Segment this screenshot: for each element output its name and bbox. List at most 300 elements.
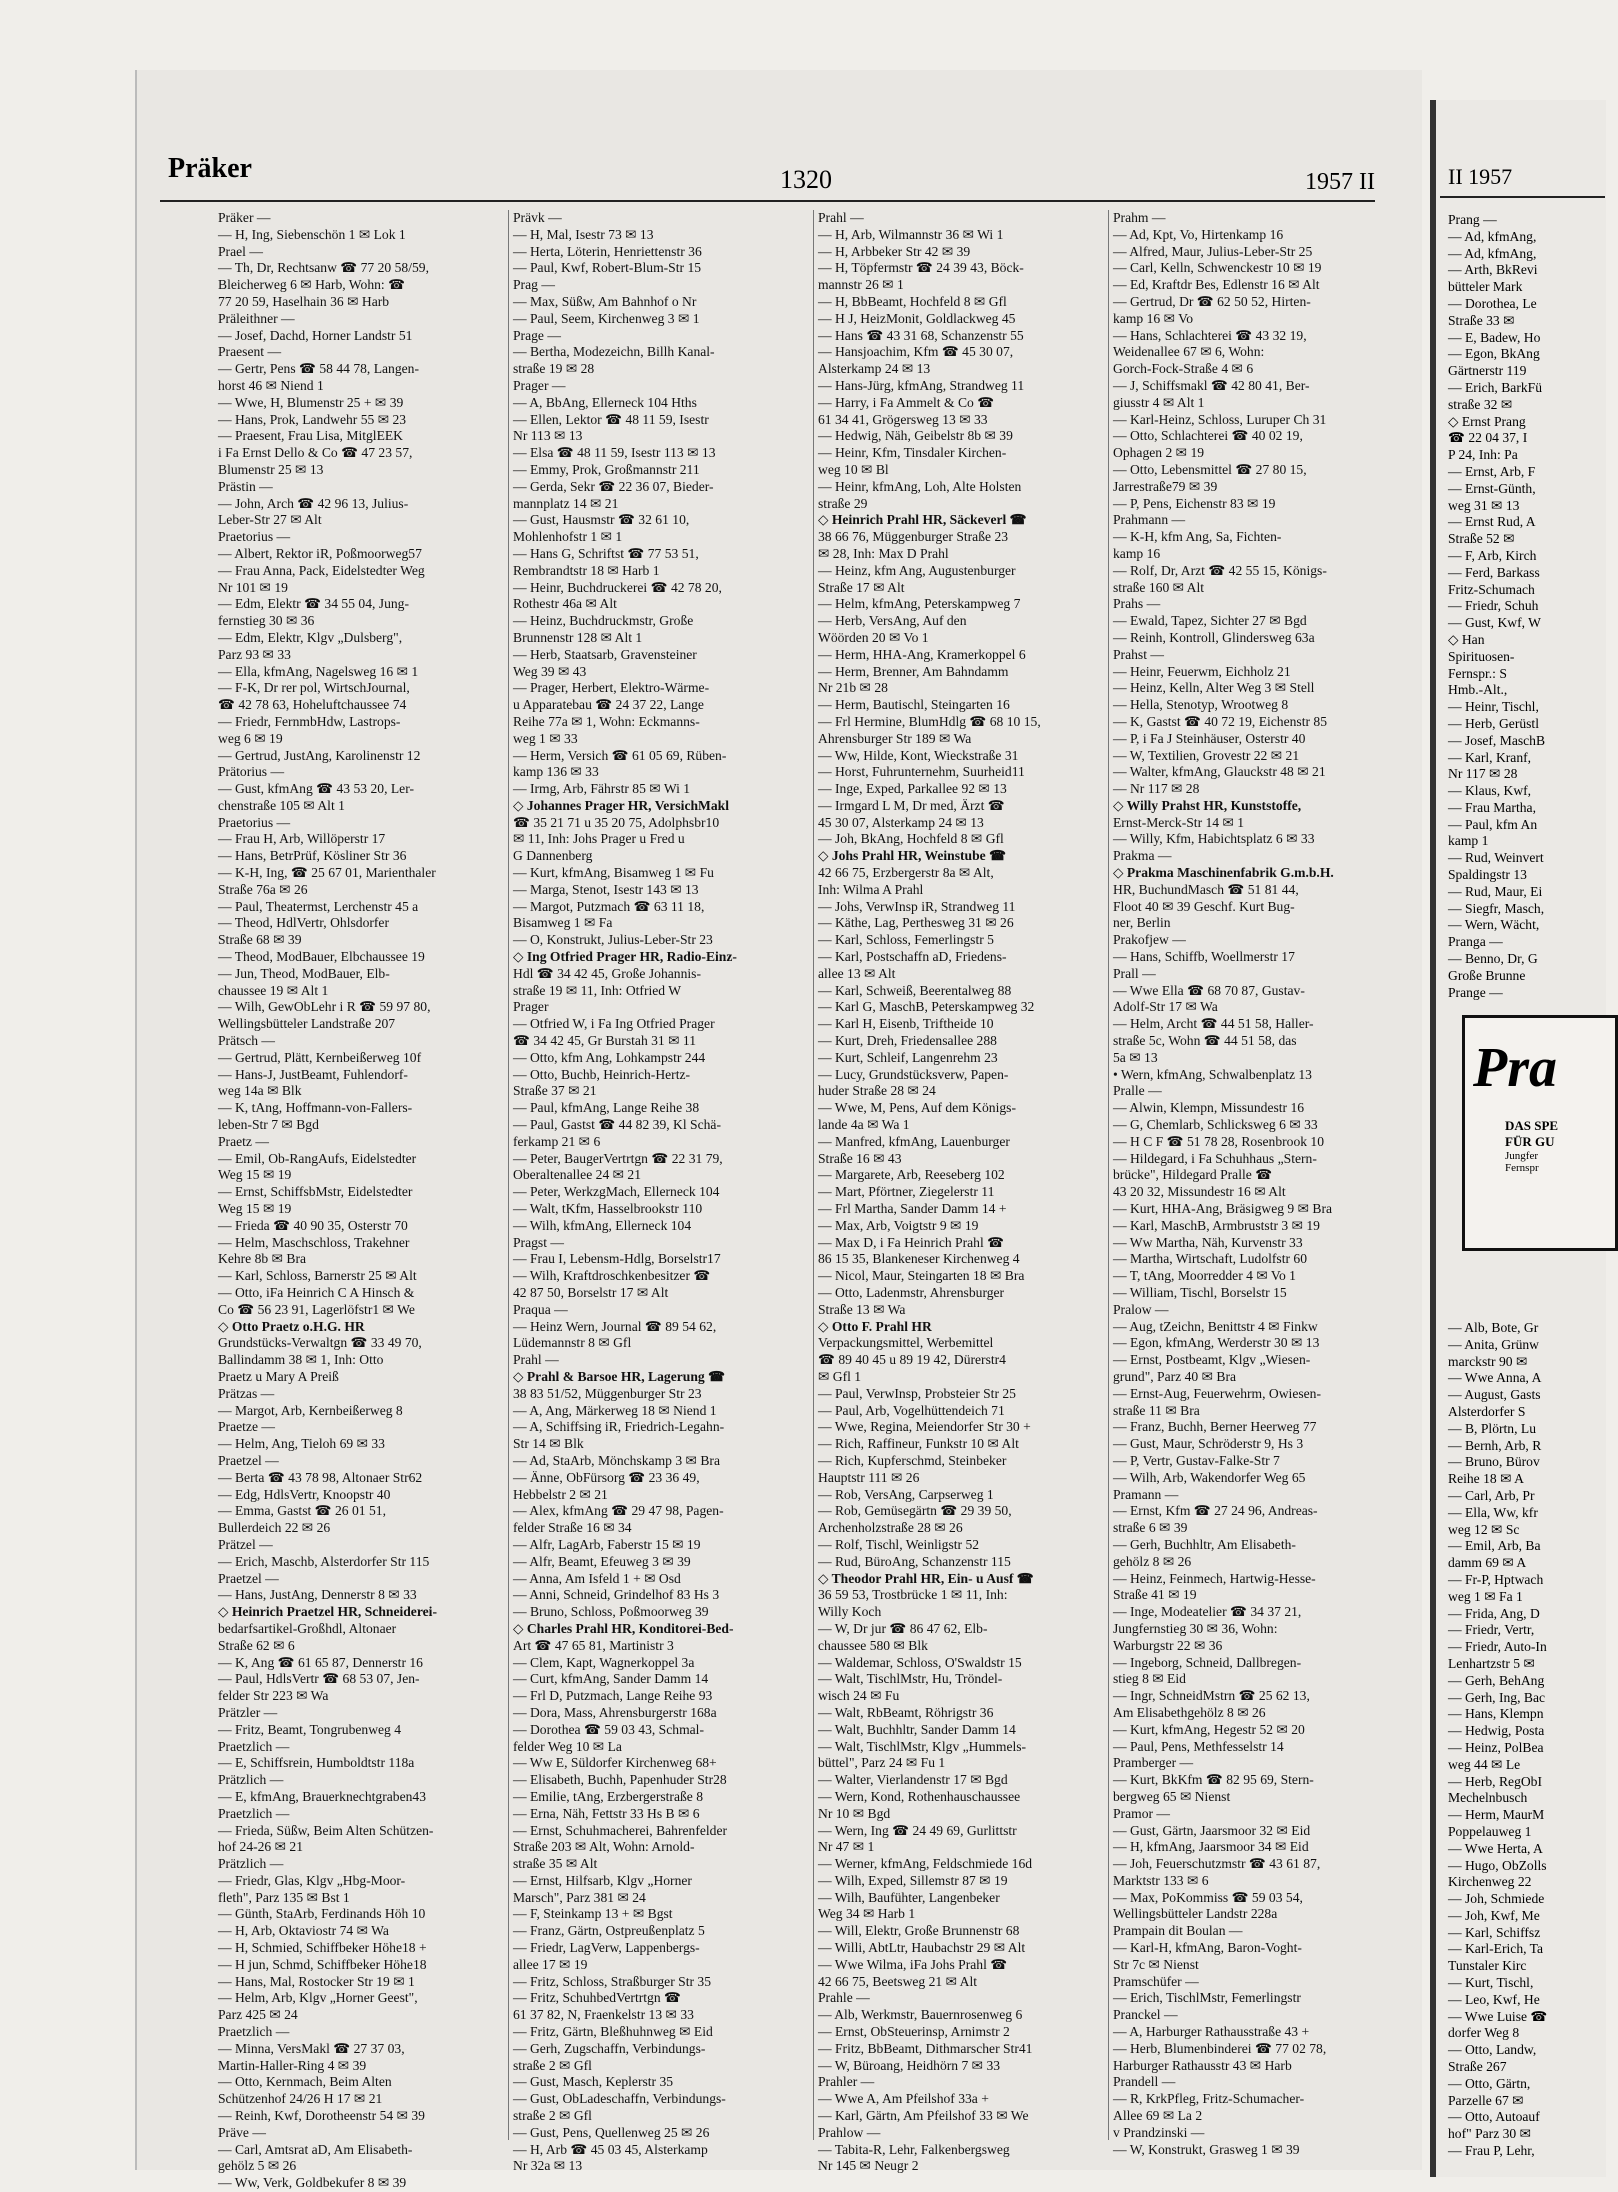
directory-entry-line: — Fritz, SchuhbedVertrtgn ☎ [513, 1990, 681, 2006]
directory-entry-line: G Dannenberg [513, 848, 593, 864]
directory-entry-line: Prahlow — [818, 2124, 881, 2140]
directory-entry-line: — Anna, Am Isfeld 1 + ✉ Osd [513, 1570, 681, 1586]
directory-entry-line: Nr 145 ✉ Neugr 2 [818, 2158, 919, 2174]
directory-entry-line: Prage — [513, 327, 561, 343]
directory-entry-line: v Prandzinski — [1113, 2124, 1205, 2140]
directory-entry-line: — Rich, Kupferschmd, Steinbeker [818, 1452, 1007, 1468]
directory-entry-line: Praetzel — [218, 1570, 279, 1586]
directory-entry-line: — Hansjoachim, Kfm ☎ 45 30 07, [818, 344, 1014, 360]
directory-entry-line: Alsterkamp 24 ✉ 13 [818, 361, 931, 377]
directory-entry-line: — Hedwig, Näh, Geibelstr 8b ✉ 39 [818, 428, 1013, 444]
directory-entry-line: 43 20 32, Missundestr 16 ✉ Alt [1113, 1184, 1286, 1200]
directory-entry-line: — Heinz, Buchdruckmstr, Große [513, 613, 694, 629]
directory-entry-line: Nr 10 ✉ Bgd [818, 1805, 891, 1821]
directory-entry-line: — William, Tischl, Borselstr 15 [1113, 1285, 1287, 1300]
directory-entry-line: — Änne, ObFürsorg ☎ 23 36 49, [513, 1469, 700, 1485]
directory-entry-line: — Fr-P, Hptwach [1448, 1571, 1544, 1587]
directory-entry-line: Weg 39 ✉ 43 [513, 663, 587, 679]
column-divider [1108, 210, 1109, 2140]
directory-entry-line: — Frau H, Arb, Willöperstr 17 [218, 831, 386, 847]
directory-entry-line: horst 46 ✉ Niend 1 [218, 377, 324, 393]
directory-entry-line: Prakofjew — [1113, 932, 1186, 948]
directory-entry-line: — Ernst Rud, A [1448, 514, 1536, 530]
directory-entry-line: Fernspr.: S [1448, 665, 1507, 681]
directory-entry-line: — Max D, i Fa Heinrich Prahl ☎ [818, 1234, 1005, 1250]
directory-entry-line: — Hans, Klempn [1448, 1706, 1544, 1722]
directory-entry-line: — Herm, Bautischl, Steingarten 16 [818, 697, 1010, 713]
directory-entry-line: — Ernst, ObSteuerinsp, Arnimstr 2 [818, 2024, 1010, 2040]
directory-entry-line: Weg 15 ✉ 19 [218, 1167, 292, 1183]
directory-entry-line: — Wwe Anna, A [1448, 1370, 1542, 1386]
directory-entry-line: Prahs — [1113, 596, 1161, 612]
directory-entry-line: — Kurt, kfmAng, Hegestr 52 ✉ 20 [1113, 1721, 1305, 1737]
directory-entry-line: Prahler — [818, 2074, 875, 2090]
directory-entry-line: — Friedr, Vertr, [1448, 1622, 1535, 1638]
directory-entry-line: dorfer Weg 8 [1448, 2025, 1520, 2041]
directory-entry-line: — Paul, kfm An [1448, 816, 1538, 832]
directory-entry-line: — Frida, Ang, D [1448, 1605, 1540, 1621]
directory-entry-line: — Carl, Amtsrat aD, Am Elisabeth- [218, 2141, 413, 2157]
directory-entry-line: — Helm, Archt ☎ 44 51 58, Haller- [1113, 1016, 1314, 1032]
directory-entry-line: — H jun, Schmd, Schiffbeker Höhe18 [218, 1956, 427, 1972]
directory-entry-line: — Karl H, Eisenb, Triftheide 10 [818, 1016, 994, 1032]
directory-entry-line: — H, Arb, Oktaviostr 74 ✉ Wa [218, 1923, 389, 1939]
directory-entry-line: Brunnenstr 128 ✉ Alt 1 [513, 629, 643, 645]
directory-entry-line: Präve — [218, 2124, 266, 2140]
next-page-header: II 1957 [1448, 164, 1513, 189]
directory-entry-line: — Th, Dr, Rechtsanw ☎ 77 20 58/59, [218, 260, 429, 276]
directory-entry-line: — Ingr, SchneidMstrn ☎ 25 62 13, [1113, 1688, 1310, 1704]
directory-entry-line: — Otto, Landw, [1448, 2042, 1537, 2058]
directory-entry-line: — Karl, Schiffsz [1448, 1924, 1541, 1940]
directory-entry-line: — Wwe, H, Blumenstr 25 + ✉ 39 [218, 394, 404, 410]
directory-entry-line: — Ernst, Hilfsarb, Klgv „Horner [513, 1872, 692, 1888]
directory-entry-line: — Franz, Buchh, Berner Heerweg 77 [1113, 1419, 1317, 1435]
directory-entry-line: — Paul, Theatermst, Lerchenstr 45 a [218, 898, 419, 914]
directory-entry-line: felder Weg 10 ✉ La [513, 1738, 622, 1754]
directory-entry-line: Straße 267 [1448, 2059, 1507, 2075]
directory-entry-line: ✉ 11, Inh: Johs Prager u Fred u [513, 831, 685, 847]
directory-entry-line: Marsch", Parz 381 ✉ 24 [513, 1889, 646, 1905]
directory-entry-line: Tunstaler Kirc [1448, 1958, 1527, 1974]
directory-entry-line: Prang — [1448, 212, 1497, 227]
directory-entry-line: Spirituosen- [1448, 648, 1515, 664]
directory-entry-line: — Tabita-R, Lehr, Falkenbergsweg [818, 2141, 1010, 2157]
directory-entry-line: — August, Gasts [1448, 1387, 1541, 1403]
directory-entry-line: stieg 8 ✉ Eid [1113, 1671, 1186, 1687]
directory-entry-line: Pranckel — [1113, 2007, 1178, 2023]
directory-entry-line: — Ferd, Barkass [1448, 564, 1540, 580]
directory-entry-line: — Bruno, Bürov [1448, 1454, 1540, 1470]
directory-entry-line: ☎ 22 04 37, I [1448, 430, 1528, 446]
directory-entry-line: Parzelle 67 ✉ [1448, 2092, 1524, 2108]
directory-entry-line: — Fritz, BbBeamt, Dithmarscher Str41 [818, 2040, 1033, 2056]
directory-entry-line: Straße 203 ✉ Alt, Wohn: Arnold- [513, 1839, 695, 1855]
directory-entry-line: ferkamp 21 ✉ 6 [513, 1133, 601, 1149]
directory-entry-line: ner, Berlin [1113, 915, 1171, 931]
directory-entry-line: — Heinz, PolBea [1448, 1739, 1544, 1755]
directory-entry-line: straße 32 ✉ [1448, 396, 1513, 412]
directory-entry-line: 36 59 53, Trostbrücke 1 ✉ 11, Inh: [818, 1587, 1008, 1603]
directory-entry-line: Am Elisabethgehölz 8 ✉ 26 [1113, 1704, 1266, 1720]
directory-entry-line: Prätzas — [218, 1385, 275, 1401]
page-title: Präker [168, 153, 252, 184]
directory-entry-line: bergweg 65 ✉ Nienst [1113, 1788, 1231, 1804]
next-page-column [1448, 212, 1608, 1001]
directory-entry-line: — T, tAng, Moorredder 4 ✉ Vo 1 [1113, 1268, 1296, 1284]
directory-entry-line: — Martha, Wirtschaft, Ludolfstr 60 [1113, 1251, 1308, 1267]
directory-entry-line: 45 30 07, Alsterkamp 24 ✉ 13 [818, 814, 984, 830]
directory-entry-line: Prampain dit Boulan — [1113, 1923, 1243, 1939]
directory-entry-line: fernstieg 30 ✉ 36 [218, 613, 315, 629]
directory-entry-line: weg 14a ✉ Blk [218, 1083, 302, 1099]
directory-entry-line: — Wwe, Regina, Meiendorfer Str 30 + [818, 1419, 1031, 1435]
directory-entry-line: leben-Str 7 ✉ Bgd [218, 1117, 319, 1133]
directory-entry-line: Hmb.-Alt., [1448, 682, 1508, 698]
directory-entry-line: — Margot, Arb, Kernbeißerweg 8 [218, 1402, 403, 1418]
directory-entry-line: — Gerh, BehAng [1448, 1672, 1545, 1688]
directory-entry-line: Prahst — [1113, 646, 1164, 662]
directory-entry-line: wisch 24 ✉ Fu [818, 1688, 900, 1704]
directory-entry-line: — Horst, Fuhrunternehm, Suurheid11 [818, 764, 1025, 780]
directory-entry-line: mannplatz 14 ✉ 21 [513, 495, 619, 511]
directory-entry-line: Spaldingstr 13 [1448, 867, 1527, 883]
directory-entry-line: — Max, Arb, Voigtstr 9 ✉ 19 [818, 1217, 979, 1233]
directory-entry-line: Praetorius — [218, 814, 291, 830]
directory-entry-line: — Käthe, Lag, Perthesweg 31 ✉ 26 [818, 915, 1014, 931]
directory-entry-line: Rothestr 46a ✉ Alt [513, 596, 617, 612]
directory-entry-line: — Ww Martha, Näh, Kurvenstr 33 [1113, 1234, 1303, 1250]
directory-entry-line: — Hans, Mal, Rostocker Str 19 ✉ 1 [218, 1973, 415, 1989]
directory-entry-line: weg 12 ✉ Sc [1448, 1521, 1520, 1537]
directory-entry-line: Reihe 18 ✉ A [1448, 1471, 1524, 1487]
directory-entry-line: weg 1 ✉ Fa 1 [1448, 1588, 1523, 1604]
header-rule [160, 200, 1375, 202]
directory-entry-line: — Joh, Schmiede [1448, 1891, 1545, 1907]
directory-entry-line: — Egon, BkAng [1448, 346, 1540, 362]
directory-entry-line: — Hans, JustAng, Dennerstr 8 ✉ 33 [218, 1587, 417, 1603]
page-number: 1320 [780, 165, 832, 194]
directory-entry-line: — Karl G, MaschB, Peterskampweg 32 [818, 999, 1035, 1015]
directory-entry-line: Straße 13 ✉ Wa [818, 1301, 906, 1317]
directory-entry-line: Prahle — [818, 1990, 870, 2006]
directory-entry-line: Straße 62 ✉ 6 [218, 1637, 295, 1653]
directory-entry-line: — Kurt, Dreh, Friedensallee 288 [818, 1033, 997, 1049]
directory-entry-line: — Karl, Schloss, Barnerstr 25 ✉ Alt [218, 1268, 417, 1284]
directory-entry-line: — E, Badew, Ho [1448, 329, 1541, 345]
next-page-column [1448, 1320, 1608, 2160]
directory-entry-line: Pralle — [1113, 1083, 1162, 1099]
directory-entry-line: — Ed, Kraftdr Bes, Edlenstr 16 ✉ Alt [1113, 277, 1320, 293]
directory-entry-line: — Lucy, Grundstücksverw, Papen- [818, 1066, 1009, 1082]
directory-entry-line: — Ad, StaArb, Mönchskamp 3 ✉ Bra [513, 1452, 720, 1468]
directory-entry-line: — Paul, Pens, Methfesselstr 14 [1113, 1738, 1284, 1754]
directory-entry-line: — Gerh, Zugschaffn, Verbindungs- [513, 2040, 706, 2056]
directory-entry-line: Verpackungsmittel, Werbemittel [818, 1335, 994, 1351]
directory-entry-line: 61 37 82, N, Fraenkelstr 13 ✉ 33 [513, 2007, 694, 2023]
directory-entry-line: 77 20 59, Haselhain 36 ✉ Harb [218, 293, 390, 309]
directory-entry-line: — Wern, Kond, Rothenhauschaussee [818, 1788, 1021, 1804]
directory-entry-line: — Rob, Gemüsegärtn ☎ 29 39 50, [818, 1503, 1012, 1519]
directory-entry-line: Pramberger — [1113, 1755, 1194, 1771]
directory-entry-line: — Joh, Feuerschutzmstr ☎ 43 61 87, [1113, 1856, 1321, 1872]
column-1 [218, 210, 488, 2191]
directory-entry-line: Alsterdorfer S [1448, 1403, 1526, 1419]
directory-entry-line: huder Straße 28 ✉ 24 [818, 1083, 936, 1099]
ad-text: FÜR GU [1505, 1134, 1555, 1149]
directory-entry-line: — Frl Martha, Sander Damm 14 + [818, 1201, 1007, 1217]
directory-entry-line: Jarrestraße79 ✉ 39 [1113, 478, 1218, 494]
directory-entry-line: — H, Schmied, Schiffbeker Höhe18 + [218, 1940, 427, 1956]
directory-entry-line: Kirchenweg 22 [1448, 1874, 1532, 1890]
directory-entry-line: Straße 76a ✉ 26 [218, 881, 308, 897]
directory-entry-line: Pramor — [1113, 1805, 1171, 1821]
directory-entry-line: — E, kfmAng, Brauerknechtgraben43 [218, 1788, 426, 1804]
directory-entry-line: — Max, Süßw, Am Bahnhof o Nr [513, 293, 697, 309]
directory-entry-line: Prätsch — [218, 1033, 276, 1049]
directory-entry-line: Archenholzstraße 28 ✉ 26 [818, 1520, 963, 1536]
directory-entry-line: — Inge, Exped, Parkallee 92 ✉ 13 [818, 781, 1007, 797]
directory-entry-line: — Wilh, Kraftdroschkenbesitzer ☎ [513, 1268, 711, 1284]
directory-entry-line: Praetz — [218, 1133, 269, 1149]
directory-entry-line: — Gertrud, Dr ☎ 62 50 52, Hirten- [1113, 293, 1311, 309]
directory-entry-line: — Emmy, Prok, Großmannstr 211 [513, 461, 700, 477]
directory-entry-line: — Frl Hermine, BlumHdlg ☎ 68 10 15, [818, 713, 1041, 729]
directory-entry-line: — Wilh, GewObLehr i R ☎ 59 97 80, [218, 999, 431, 1015]
directory-entry-line: gehölz 8 ✉ 26 [1113, 1553, 1192, 1569]
directory-entry-line: — Karl, MaschB, Armbruststr 3 ✉ 19 [1113, 1217, 1320, 1233]
directory-entry-line: chaussee 19 ✉ Alt 1 [218, 982, 329, 998]
directory-entry-line: — W, Dr jur ☎ 86 47 62, Elb- [818, 1620, 988, 1636]
directory-entry-line: Nr 32a ✉ 13 [513, 2158, 583, 2174]
directory-entry-line: Prävk — [513, 210, 562, 225]
directory-entry-line: — P, i Fa J Steinhäuser, Osterstr 40 [1113, 730, 1306, 746]
directory-entry-line: — Ernst, Postbeamt, Klgv „Wiesen- [1113, 1352, 1311, 1368]
directory-entry-line: kamp 136 ✉ 33 [513, 764, 599, 780]
directory-entry-line: — Karl, Gärtn, Am Pfeilshof 33 ✉ We [818, 2108, 1029, 2124]
directory-entry-line: — Hans G, Schriftst ☎ 77 53 51, [513, 545, 699, 561]
directory-entry-line: Str 14 ✉ Blk [513, 1436, 584, 1452]
directory-entry-line: straße 19 ✉ 11, Inh: Otfried W [513, 982, 682, 998]
directory-entry-line: — Wilh, Baufühter, Langenbeker [818, 1889, 1000, 1905]
directory-entry-line: Straße 68 ✉ 39 [218, 932, 302, 948]
directory-entry-line: — Otto, Lebensmittel ☎ 27 80 15, [1113, 461, 1307, 477]
directory-entry-line: — Walter, Vierlandenstr 17 ✉ Bgd [818, 1772, 1008, 1788]
advertisement-box [1462, 1015, 1618, 1251]
ad-logo: Pra [1473, 1037, 1557, 1099]
directory-entry-line: Floot 40 ✉ 39 Geschf. Kurt Bug- [1113, 898, 1295, 914]
directory-entry-line: — Ad, kfmAng, [1448, 245, 1537, 261]
directory-entry-line: — Heinr, Kfm, Tinsdaler Kirchen- [818, 445, 1007, 461]
directory-entry-line: chaussee 580 ✉ Blk [818, 1637, 928, 1653]
directory-entry-line: Weg 15 ✉ 19 [218, 1201, 292, 1217]
directory-entry-line: — Bernh, Arb, R [1448, 1437, 1542, 1453]
directory-entry-line: — F, Arb, Kirch [1448, 547, 1537, 563]
directory-entry-line: ☎ 35 21 71 u 35 20 75, Adolphsbr10 [513, 814, 720, 830]
directory-entry-line: — Ww, Hilde, Kont, Wieckstraße 31 [818, 747, 1019, 763]
directory-entry-line: — H, Arb, Wilmannstr 36 ✉ Wi 1 [818, 226, 1004, 242]
directory-entry-line: — Theod, HdlVertr, Ohlsdorfer [218, 915, 389, 931]
directory-entry-line: — Hans, Schiffb, Woellmerstr 17 [1113, 949, 1295, 965]
directory-entry-line: ◇ Heinrich Prahl HR, Säckeverl ☎ [818, 512, 1027, 528]
directory-entry-line: — Erich, BarkFü [1448, 379, 1543, 395]
directory-entry-line: Gärtnerstr 119 [1448, 363, 1527, 379]
directory-entry-line: — Benno, Dr, G [1448, 951, 1538, 967]
directory-entry-line: — Friedr, FernmbHdw, Lastrops- [218, 713, 401, 729]
directory-entry-line: — Reinh, Kwf, Dorotheenstr 54 ✉ 39 [218, 2108, 425, 2124]
directory-entry-line: — Otto, Schlachterei ☎ 40 02 19, [1113, 428, 1303, 444]
directory-entry-line: Nr 101 ✉ 19 [218, 579, 288, 595]
ad-text: Jungfer [1505, 1150, 1538, 1162]
directory-entry-line: — Fritz, Schloss, Straßburger Str 35 [513, 1973, 711, 1989]
directory-entry-line: — Heinz, Kelln, Alter Weg 3 ✉ Stell [1113, 680, 1315, 696]
directory-entry-line: — F-K, Dr rer pol, WirtschJournal, [218, 680, 410, 696]
directory-entry-line: — Josef, MaschB [1448, 732, 1546, 748]
directory-entry-line: — Will, Elektr, Große Brunnenstr 68 [818, 1923, 1020, 1939]
directory-entry-line: Praetzlich — [218, 2024, 290, 2040]
directory-entry-line: Ophagen 2 ✉ 19 [1113, 445, 1205, 461]
directory-entry-line: — Ella, kfmAng, Nagelsweg 16 ✉ 1 [218, 663, 419, 679]
directory-entry-line: büttel", Parz 24 ✉ Fu 1 [818, 1755, 946, 1771]
directory-entry-line: Pramann — [1113, 1486, 1179, 1502]
directory-entry-line: — O, Konstrukt, Julius-Leber-Str 23 [513, 932, 713, 948]
directory-entry-line: — Marga, Stenot, Isestr 143 ✉ 13 [513, 881, 699, 897]
directory-entry-line: Weg 34 ✉ Harb 1 [818, 1906, 916, 1922]
directory-entry-line: u Apparatebau ☎ 24 37 22, Lange [513, 697, 704, 713]
directory-entry-line: Jungfernstieg 30 ✉ 36, Wohn: [1113, 1620, 1278, 1636]
directory-entry-line: — Karl-Erich, Ta [1448, 1941, 1544, 1957]
directory-entry-line: Mechelnbusch [1448, 1790, 1528, 1806]
directory-entry-line: — H, Töpfermstr ☎ 24 39 43, Böck- [818, 260, 1024, 276]
directory-entry-line: — Clem, Kapt, Wagnerkoppel 3a [513, 1654, 695, 1670]
directory-entry-line: — Ernst-Günth, [1448, 480, 1536, 496]
directory-entry-line: Prätzel — [218, 1536, 273, 1552]
directory-entry-line: — Heinr, Tischl, [1448, 699, 1539, 715]
directory-entry-line: 38 83 51/52, Müggenburger Str 23 [513, 1385, 702, 1401]
directory-entry-line: — Hans, BetrPrüf, Kösliner Str 36 [218, 848, 407, 864]
directory-entry-line: — Gerh, Ing, Bac [1448, 1689, 1546, 1705]
directory-entry-line: — Frau I, Lebensm-Hdlg, Borselstr17 [513, 1251, 721, 1267]
directory-entry-line: — Herb, VersAng, Auf den [818, 613, 967, 629]
directory-entry-line: — Werner, kfmAng, Feldschmiede 16d [818, 1856, 1033, 1872]
directory-entry-line: hof" Parz 30 ✉ [1448, 2126, 1532, 2142]
directory-entry-line: ☎ 34 42 45, Gr Burstah 31 ✉ 11 [513, 1033, 697, 1049]
directory-entry-line: Straße 41 ✉ 19 [1113, 1587, 1197, 1603]
directory-entry-line: — H J, HeizMonit, Goldlackweg 45 [818, 310, 1016, 326]
directory-entry-line: HR, BuchundMasch ☎ 51 81 44, [1113, 881, 1299, 897]
directory-entry-line: ☎ 42 78 63, Hoheluftchaussee 74 [218, 697, 407, 713]
directory-entry-line: Prange — [1448, 984, 1503, 1000]
directory-entry-line: — Alb, Bote, Gr [1448, 1320, 1539, 1335]
directory-entry-line: — Inge, Modeatelier ☎ 34 37 21, [1113, 1604, 1302, 1620]
directory-entry-line: — K, tAng, Hoffmann-von-Fallers- [218, 1100, 413, 1116]
directory-entry-line: — H, Arbbeker Str 42 ✉ 39 [818, 243, 971, 259]
directory-entry-line: Hebbelstr 2 ✉ 21 [513, 1486, 608, 1502]
directory-entry-line: — A, Ang, Märkerweg 18 ✉ Niend 1 [513, 1402, 717, 1418]
directory-entry-line: ◇ Heinrich Praetzel HR, Schneiderei- [218, 1604, 437, 1620]
directory-entry-line: weg 6 ✉ 19 [218, 730, 283, 746]
directory-entry-line: — Erich, Maschb, Alsterdorfer Str 115 [218, 1553, 430, 1569]
directory-entry-line: — Otto, Gärtn, [1448, 2075, 1531, 2091]
directory-entry-line: — Hans, Schlachterei ☎ 43 32 19, [1113, 327, 1307, 343]
directory-entry-line: 61 34 41, Grögersweg 13 ✉ 33 [818, 411, 988, 427]
directory-entry-line: straße 35 ✉ Alt [513, 1856, 598, 1872]
directory-entry-line: Pralow — [1113, 1301, 1169, 1317]
directory-entry-line: — H C F ☎ 51 78 28, Rosenbrook 10 [1113, 1133, 1325, 1149]
directory-entry-line: — Frau Martha, [1448, 799, 1536, 815]
directory-entry-line: — Rud, Maur, Ei [1448, 883, 1543, 899]
directory-entry-line: — Otto, Kernmach, Beim Alten [218, 2074, 392, 2090]
directory-entry-line: Leber-Str 27 ✉ Alt [218, 512, 322, 528]
directory-entry-line: Straße 17 ✉ Alt [818, 579, 905, 595]
directory-entry-line: — Anni, Schneid, Grindelhof 83 Hs 3 [513, 1587, 720, 1603]
directory-entry-line: Allee 69 ✉ La 2 [1113, 2108, 1203, 2124]
directory-entry-line: — Leo, Kwf, He [1448, 1991, 1540, 2007]
directory-entry-line: — Kurt, HHA-Ang, Bräsigweg 9 ✉ Bra [1113, 1201, 1333, 1217]
directory-entry-line: Prall — [1113, 965, 1156, 981]
directory-entry-line: — Otto, Buchb, Heinrich-Hertz- [513, 1066, 691, 1082]
directory-entry-line: Prätzler — [218, 1704, 278, 1720]
directory-entry-line: — Karl-Heinz, Schloss, Luruper Ch 31 [1113, 411, 1327, 427]
directory-entry-line: — Gertrud, JustAng, Karolinenstr 12 [218, 747, 421, 763]
directory-entry-line: — P, Pens, Eichenstr 83 ✉ 19 [1113, 495, 1276, 511]
directory-entry-line: — Hildegard, i Fa Schuhhaus „Stern- [1113, 1150, 1317, 1166]
directory-entry-line: Prätorius — [218, 764, 285, 780]
directory-entry-line: 42 66 75, Erzbergerstr 8a ✉ Alt, [818, 865, 994, 881]
directory-entry-line: — Gust, Pens, Quellenweg 25 ✉ 26 [513, 2124, 710, 2140]
column-divider [813, 210, 814, 2140]
directory-entry-line: — Walter, kfmAng, Glauckstr 48 ✉ 21 [1113, 764, 1326, 780]
directory-entry-line: hof 24-26 ✉ 21 [218, 1839, 304, 1855]
directory-entry-line: — Nicol, Maur, Steingarten 18 ✉ Bra [818, 1268, 1025, 1284]
directory-entry-line: — Ad, kfmAng, [1448, 228, 1537, 244]
directory-entry-line: Parz 93 ✉ 33 [218, 646, 291, 662]
directory-entry-line: Warburgstr 22 ✉ 36 [1113, 1637, 1223, 1653]
directory-entry-line: Lenhartzstr 5 ✉ [1448, 1655, 1535, 1671]
directory-entry-line: Prager [513, 999, 549, 1015]
directory-entry-line: — Gerh, Buchhltr, Am Elisabeth- [1113, 1536, 1296, 1552]
directory-entry-line: — Friedr, Glas, Klgv „Hbg-Moor- [218, 1872, 406, 1888]
directory-entry-line: — K, Ang ☎ 61 65 87, Dennerstr 16 [218, 1654, 423, 1670]
directory-entry-line: Wellingsbütteler Landstraße 207 [218, 1016, 396, 1032]
directory-entry-line: 42 66 75, Beetsweg 21 ✉ Alt [818, 1973, 978, 1989]
directory-entry-line: bedarfsartikel-Großhdl, Altonaer [218, 1620, 397, 1636]
directory-entry-line: — Heinz, Feinmech, Hartwig-Hesse- [1113, 1570, 1316, 1586]
directory-entry-line: allee 17 ✉ 19 [513, 1956, 588, 1972]
directory-entry-line: felder Str 223 ✉ Wa [218, 1688, 329, 1704]
directory-entry-line: — Emil, Arb, Ba [1448, 1538, 1541, 1554]
directory-entry-line: — Dorothea, Le [1448, 295, 1537, 311]
directory-entry-line: — Hans, Prok, Landwehr 55 ✉ 23 [218, 411, 407, 427]
directory-entry-line: Prag — [513, 277, 555, 293]
directory-entry-line: Mohlenhofstr 1 ✉ 1 [513, 529, 623, 545]
directory-entry-line: kamp 16 [1113, 545, 1161, 561]
directory-entry-line: — G, Chemlarb, Schlicksweg 6 ✉ 33 [1113, 1117, 1318, 1133]
directory-entry-line: Co ☎ 56 23 91, Lagerlöfstr1 ✉ We [218, 1301, 415, 1317]
ad-text: DAS SPE [1505, 1118, 1559, 1133]
directory-entry-line: — Irmgard L M, Dr med, Ärzt ☎ [818, 797, 1005, 813]
directory-entry-line: — Helm, Maschschloss, Trakehner [218, 1234, 410, 1250]
directory-entry-line: straße 6 ✉ 39 [1113, 1520, 1188, 1536]
directory-entry-line: Nr 117 ✉ 28 [1448, 766, 1518, 782]
directory-entry-line: Prager — [513, 377, 566, 393]
directory-entry-line: straße 2 ✉ Gfl [513, 2057, 592, 2073]
directory-entry-line: — Nr 117 ✉ 28 [1113, 781, 1200, 797]
directory-entry-line: Prael — [218, 243, 263, 259]
directory-entry-line: — Dorothea ☎ 59 03 43, Schmal- [513, 1721, 704, 1737]
directory-entry-line: — Albert, Rektor iR, Poßmoorweg57 [218, 545, 422, 561]
directory-entry-line: — Ernst, Kfm ☎ 27 24 96, Andreas- [1113, 1503, 1318, 1519]
